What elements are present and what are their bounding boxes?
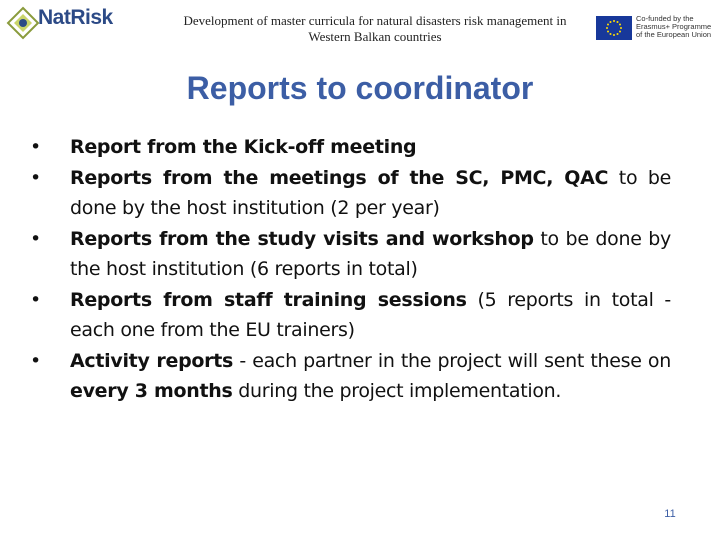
bullet-text: - each partner in the project will sent these on [233, 349, 671, 372]
eu-stars-icon [596, 16, 632, 40]
bullet-list [30, 132, 671, 407]
bullet-bold: Report from the Kick-off meeting [70, 136, 417, 158]
natrisk-logo-icon [6, 6, 40, 46]
bullet-bold: Activity reports [70, 349, 233, 372]
header-caption [160, 13, 590, 45]
bullet-text: to be done by the host institution (6 reports in total) [70, 227, 671, 280]
bullet-dot: • [30, 288, 41, 311]
header-line-2: Western Balkan countries [308, 29, 442, 44]
bullet-bold: Reports from the meetings of the SC, PMC, QAC [70, 166, 609, 189]
header-line-1: Development of master curricula for natural disasters risk management in [183, 13, 567, 28]
bullet-dot: • [30, 227, 41, 250]
bullet-text: (5 reports in total - each one from the EU trainers) [70, 288, 671, 341]
logo-text: NatRisk [38, 6, 113, 29]
bullet-item [30, 224, 671, 285]
bullet-text: to be done by the host institution (2 per year) [70, 166, 672, 219]
bullet-text: during the project implementation. [232, 380, 562, 402]
bullet-dot: • [30, 349, 41, 372]
bullet-item [30, 285, 671, 346]
bullet-bold: Reports from staff training sessions [70, 288, 467, 311]
page-number: 11 [664, 508, 676, 520]
bullet-dot: • [30, 136, 41, 158]
bullet-dot: • [30, 166, 41, 189]
eu-flag-icon [596, 16, 632, 40]
bullet-bold: every 3 months [70, 380, 233, 402]
bullet-bold: Reports from the study visits and workshop [70, 227, 534, 250]
eu-cofunded-text: Co-funded by the Erasmus+ Programme of the European Union [636, 14, 712, 39]
slide-title: Reports to coordinator [186, 70, 534, 106]
bullet-item [30, 163, 671, 224]
bullet-item [30, 132, 671, 163]
bullet-item [30, 346, 671, 407]
